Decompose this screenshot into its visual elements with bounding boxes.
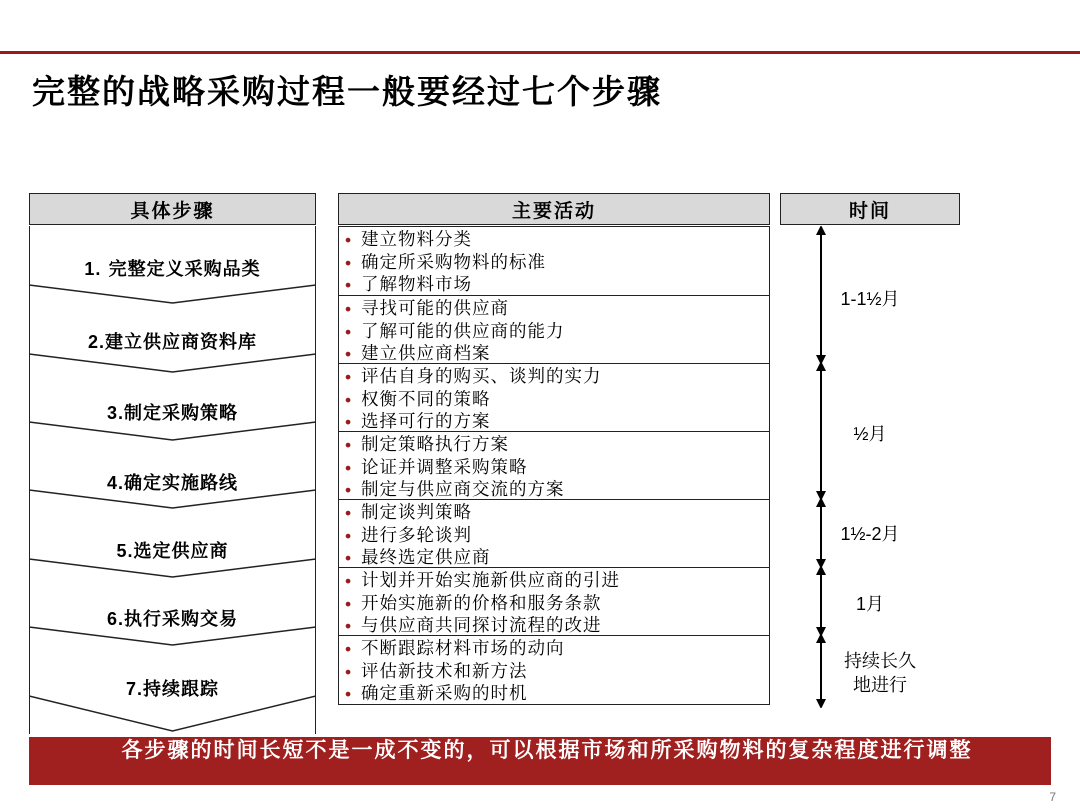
bullet-icon: • [345, 661, 353, 682]
step-6-label: 6.执行采购交易 [106, 609, 238, 630]
list-item: • 制定策略执行方案 [345, 435, 509, 455]
list-item: • 评估自身的购买、谈判的实力 [345, 367, 602, 387]
note-banner: 各步骤的时间长短不是一成不变的，可以根据市场和所采购物料的复杂程度进行调整 [29, 737, 1051, 785]
bullet-icon: • [345, 503, 353, 523]
step-7-label: 7.持续跟踪 [125, 679, 219, 700]
step-1-label: 1. 完整定义采购品类 [84, 259, 261, 280]
time-label-4: 1月 [855, 594, 884, 615]
list-item: • 了解可能的供应商的能力 [345, 321, 565, 342]
header-steps: 具体步骤 [29, 193, 316, 225]
list-item: • 开始实施新的价格和服务条款 [345, 593, 602, 614]
bullet-icon: • [345, 457, 353, 478]
bullet-icon: • [345, 548, 353, 569]
list-item: • 与供应商共同探讨流程的改进 [345, 616, 602, 637]
list-item: • 制定谈判策略 [345, 503, 472, 523]
time-label-1: 1-1½月 [840, 289, 900, 310]
bullet-icon: • [345, 367, 353, 387]
activities-step-6 [338, 567, 770, 636]
bullet-icon: • [345, 344, 353, 365]
step-3-label: 3.制定采购策略 [106, 403, 238, 424]
activities-step-5 [338, 499, 770, 568]
list-item: • 确定所采购物料的标准 [345, 252, 546, 273]
chevron-2 [29, 354, 316, 372]
activities-step-7 [338, 635, 770, 705]
bullet-icon: • [345, 389, 353, 410]
activities-step-3 [338, 363, 770, 432]
time-label-3: 1½-2月 [840, 524, 900, 545]
list-item: • 进行多轮谈判 [345, 525, 472, 546]
list-item: • 不断跟踪材料市场的动向 [345, 639, 565, 659]
header-activities: 主要活动 [338, 193, 770, 225]
list-item: • 权衡不同的策略 [345, 389, 491, 410]
chevron-7 [29, 696, 316, 731]
bullet-icon: • [345, 616, 353, 637]
bullet-icon: • [345, 639, 353, 659]
page-number: 7 [1049, 790, 1056, 804]
bullet-icon: • [345, 412, 353, 433]
step-2-label: 2.建立供应商资料库 [87, 332, 257, 353]
activities-step-1 [338, 226, 770, 296]
activities-step-2 [338, 295, 770, 364]
list-item: • 确定重新采购的时机 [345, 684, 528, 705]
bullet-icon: • [345, 275, 353, 296]
bullet-icon: • [345, 684, 353, 705]
list-item: • 计划并开始实施新供应商的引进 [345, 571, 620, 591]
list-item: • 论证并调整采购策略 [345, 457, 528, 478]
page-title: 完整的战略采购过程一般要经过七个步骤 [32, 72, 662, 111]
bullet-icon: • [345, 435, 353, 455]
list-item: • 建立供应商档案 [345, 344, 491, 365]
list-item: • 建立物料分类 [345, 230, 472, 250]
time-label-5: 持续长久地进行 [844, 651, 916, 696]
bullet-icon: • [345, 593, 353, 614]
bullet-icon: • [345, 480, 353, 501]
bullet-icon: • [345, 571, 353, 591]
list-item: • 寻找可能的供应商 [345, 299, 509, 319]
time-label-2: ½月 [853, 424, 887, 445]
step-4-label: 4.确定实施路线 [106, 473, 238, 494]
step-5-label: 5.选定供应商 [116, 541, 229, 562]
list-item: • 制定与供应商交流的方案 [345, 480, 565, 501]
chevron-1 [29, 285, 316, 303]
header-time: 时间 [780, 193, 960, 225]
top-rule [0, 51, 1080, 54]
list-item: • 评估新技术和新方法 [345, 661, 528, 682]
list-item: • 选择可行的方案 [345, 412, 491, 433]
bullet-icon: • [345, 252, 353, 273]
bullet-icon: • [345, 230, 353, 250]
list-item: • 了解物料市场 [345, 275, 472, 296]
activities-step-4 [338, 431, 770, 500]
bullet-icon: • [345, 321, 353, 342]
bullet-icon: • [345, 299, 353, 319]
bullet-icon: • [345, 525, 353, 546]
list-item: • 最终选定供应商 [345, 548, 491, 569]
